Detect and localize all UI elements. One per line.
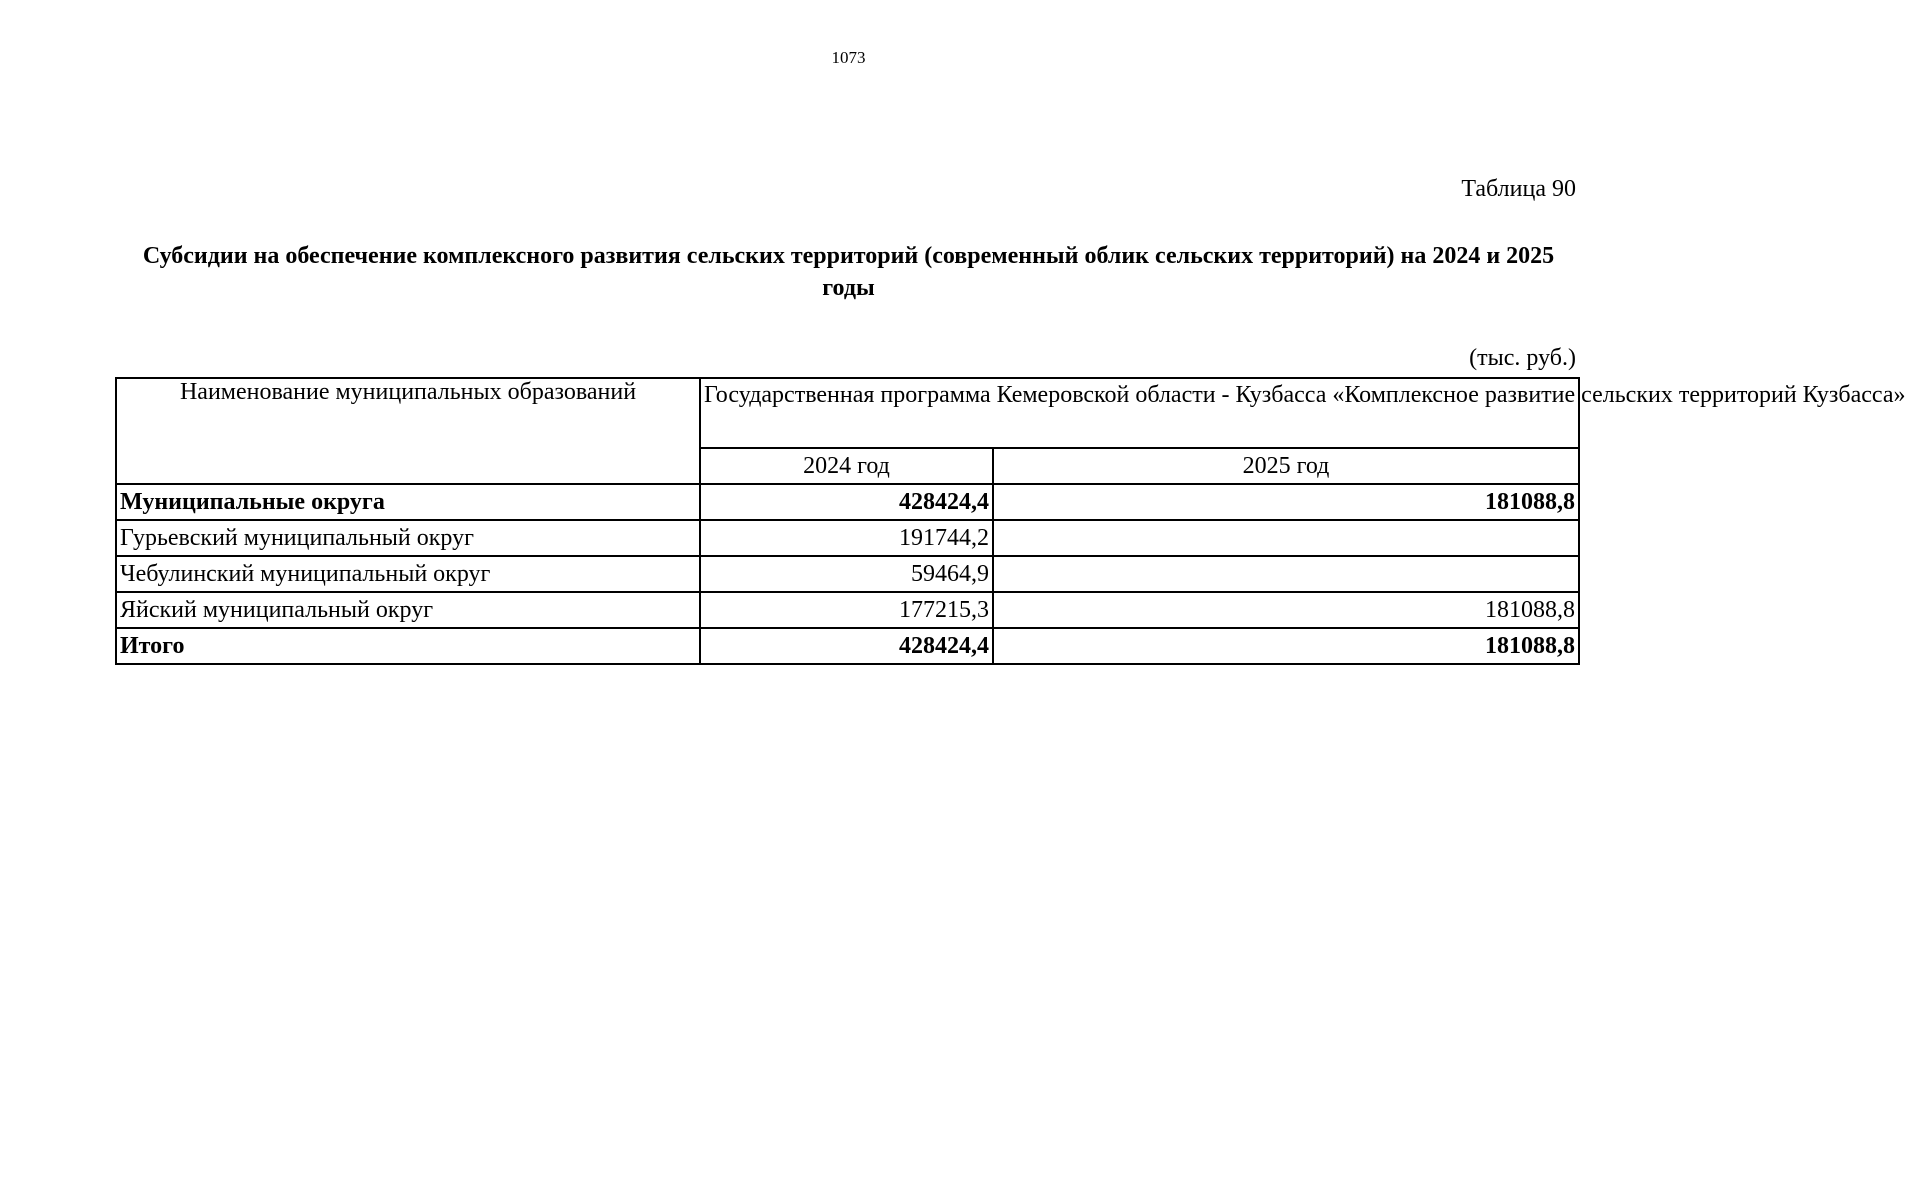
row-value-2025: 181088,8 — [993, 484, 1579, 520]
row-value-2025 — [993, 520, 1579, 556]
page-number: 1073 — [831, 48, 866, 67]
row-value-2024: 428424,4 — [700, 484, 993, 520]
table-row — [116, 484, 1579, 520]
row-value-2024: 177215,3 — [700, 592, 993, 628]
row-value-2025: 181088,8 — [993, 628, 1579, 664]
table-header-row — [116, 378, 1579, 448]
table-row — [116, 556, 1579, 592]
header-municipality-name: Наименование муниципальных образований — [116, 378, 700, 484]
row-value-2025: 181088,8 — [993, 592, 1579, 628]
row-value-2024: 428424,4 — [700, 628, 993, 664]
table-row — [116, 520, 1579, 556]
subsidies-table — [115, 377, 1905, 665]
row-name: Итого — [116, 628, 700, 664]
header-program: Государственная программа Кемеровской области - Кузбасса «Комплексное развитие сельских территорий Кузбасса» — [700, 378, 1579, 448]
header-year-2025: 2025 год — [993, 448, 1579, 484]
row-value-2024: 59464,9 — [700, 556, 993, 592]
table-row — [116, 592, 1579, 628]
row-value-2025 — [993, 556, 1579, 592]
document-title: Субсидии на обеспечение комплексного развития сельских территорий (современный облик сельских территорий) на 2024 и 2025 годы — [142, 243, 1555, 301]
row-name: Яйский муниципальный округ — [116, 592, 700, 628]
units-label: (тыс. руб.) — [1469, 345, 1576, 371]
row-name: Чебулинский муниципальный округ — [116, 556, 700, 592]
header-year-2024: 2024 год — [700, 448, 993, 484]
row-value-2024: 191744,2 — [700, 520, 993, 556]
row-name: Гурьевский муниципальный округ — [116, 520, 700, 556]
table-label: Таблица 90 — [1461, 176, 1576, 202]
row-name: Муниципальные округа — [116, 484, 700, 520]
table-row-total — [116, 628, 1579, 664]
